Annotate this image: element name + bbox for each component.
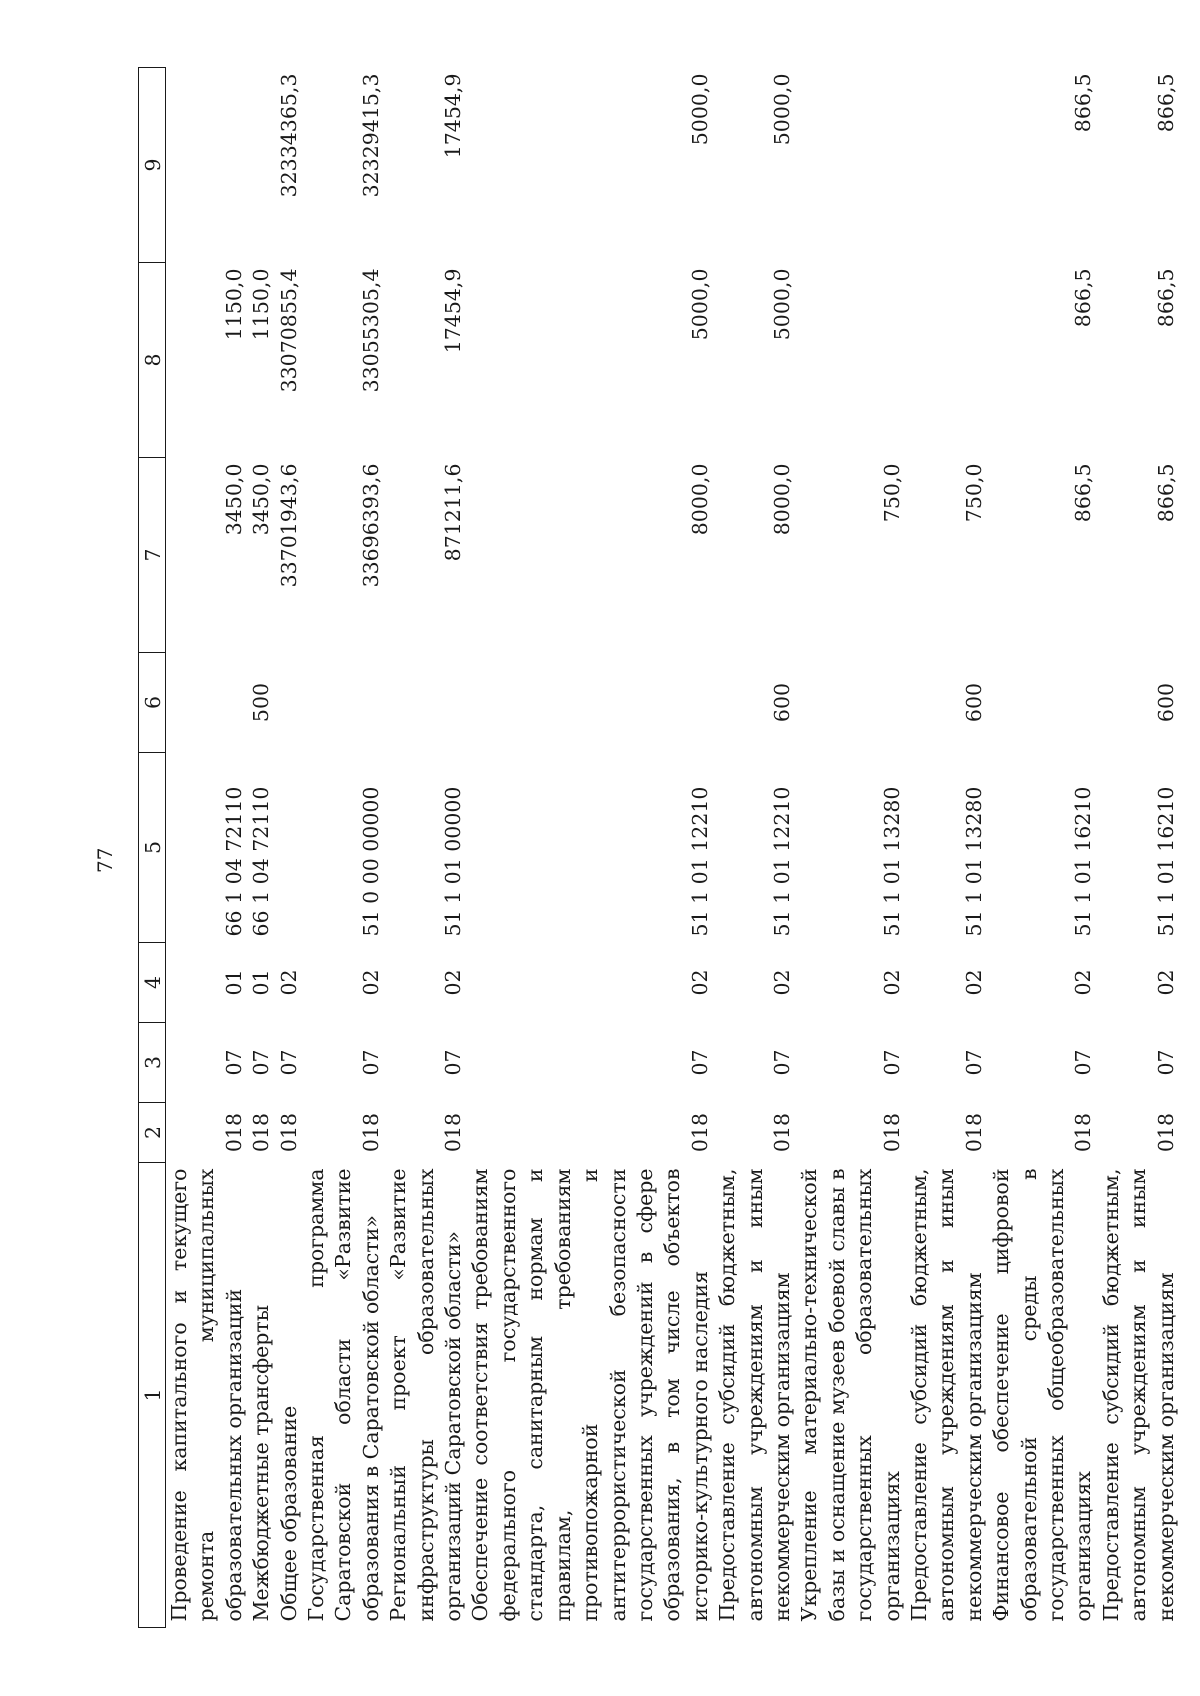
row-section-code: 07	[961, 1049, 986, 1076]
row-ministry-code: 018	[441, 1112, 466, 1153]
table-row	[714, 68, 796, 1628]
row-expense-type: 500	[249, 682, 274, 723]
row-amount-col7: 750,0	[879, 463, 904, 523]
header-col-2: 2	[139, 1103, 166, 1163]
row-subsection-code: 02	[879, 969, 904, 996]
row-amount-col7: 33701943,6	[276, 463, 301, 588]
header-col-1: 1	[139, 1163, 166, 1628]
row-target-code: 51 1 01 13280	[961, 786, 986, 937]
row-description: Предоставление субсидий бюджетным, автономным учреждениям и иным некоммерческим организациям	[906, 1168, 986, 1622]
row-section-code: 07	[1153, 1049, 1178, 1076]
row-ministry-code: 018	[769, 1112, 794, 1153]
table-body	[166, 68, 1181, 1628]
row-subsection-code: 01	[249, 969, 274, 996]
row-expense-type	[988, 653, 1098, 753]
row-section-code: 07	[249, 1049, 274, 1076]
row-target-code	[276, 753, 303, 943]
row-amount-col9: 32329415,3	[358, 73, 383, 198]
row-ministry-code: 018	[358, 1112, 383, 1153]
table-row	[385, 68, 467, 1628]
row-section-code: 07	[769, 1049, 794, 1076]
row-expense-type: 600	[1153, 682, 1178, 723]
row-expense-type	[385, 653, 467, 753]
row-amount-col8: 5000,0	[769, 268, 794, 341]
table-row	[988, 68, 1098, 1628]
header-col-7: 7	[139, 458, 166, 653]
row-subsection-code: 02	[441, 969, 466, 996]
row-amount-col7: 866,5	[1153, 463, 1178, 523]
row-amount-col7: 3450,0	[249, 463, 274, 536]
row-amount-col7: 3450,0	[221, 463, 246, 536]
table-row	[303, 68, 385, 1628]
table-row	[796, 68, 906, 1628]
row-description: Государственная программа Саратовской области «Развитие образования в Саратовской области»	[304, 1168, 383, 1622]
header-col-4: 4	[139, 943, 166, 1023]
row-subsection-code: 02	[1071, 969, 1096, 996]
row-expense-type	[166, 653, 249, 753]
row-expense-type: 600	[769, 682, 794, 723]
row-amount-col9: 866,5	[1153, 73, 1178, 133]
row-section-code: 07	[276, 1049, 301, 1076]
page-number: 77	[93, 847, 117, 873]
row-section-code: 07	[879, 1049, 904, 1076]
row-amount-col9: 5000,0	[687, 73, 712, 146]
row-expense-type	[467, 653, 714, 753]
row-amount-col8: 33070855,4	[276, 268, 301, 393]
row-amount-col9	[248, 68, 275, 263]
row-subsection-code: 02	[1153, 969, 1178, 996]
row-target-code: 51 1 01 16210	[1071, 786, 1096, 937]
row-target-code: 51 1 01 00000	[441, 786, 466, 937]
row-subsection-code: 02	[358, 969, 383, 996]
row-ministry-code: 018	[687, 1112, 712, 1153]
row-description: Общее образование	[276, 1405, 301, 1622]
row-target-code: 51 1 01 12210	[687, 786, 712, 937]
row-description: Укрепление материально-технической базы и оснащение музеев боевой славы в государственных образовательных организациях	[797, 1168, 904, 1622]
row-target-code: 51 1 01 16210	[1153, 786, 1178, 937]
row-target-code: 51 1 01 12210	[769, 786, 794, 937]
row-amount-col7: 750,0	[961, 463, 986, 523]
budget-table-rotated-frame	[138, 68, 1178, 1628]
header-col-6: 6	[139, 653, 166, 753]
row-target-code: 66 1 04 72110	[221, 786, 246, 937]
table-row	[166, 68, 249, 1628]
row-description: Межбюджетные трансферты	[249, 1304, 274, 1622]
row-ministry-code: 018	[221, 1112, 246, 1153]
header-col-8: 8	[139, 263, 166, 458]
row-ministry-code: 018	[249, 1112, 274, 1153]
row-subsection-code: 02	[769, 969, 794, 996]
row-target-code: 51 0 00 00000	[358, 786, 383, 937]
row-amount-col8: 866,5	[1071, 268, 1096, 328]
row-amount-col9: 5000,0	[769, 73, 794, 146]
row-amount-col8: 5000,0	[687, 268, 712, 341]
row-section-code: 07	[687, 1049, 712, 1076]
table-header	[139, 68, 166, 1628]
row-description: Предоставление субсидий бюджетным, автономным учреждениям и иным некоммерческим организациям	[715, 1168, 794, 1622]
row-ministry-code: 018	[1071, 1112, 1096, 1153]
row-section-code: 07	[441, 1049, 466, 1076]
row-description: Финансовое обеспечение цифровой образовательной среды в государственных общеобразовательных организациях	[989, 1168, 1096, 1622]
row-amount-col9	[166, 68, 249, 263]
row-amount-col7: 33696393,6	[358, 463, 383, 588]
row-expense-type	[796, 653, 906, 753]
row-description: Региональный проект «Развитие инфраструктуры образовательных организаций Саратовской области»	[386, 1168, 466, 1622]
row-amount-col9: 32334365,3	[276, 73, 301, 198]
row-ministry-code: 018	[276, 1112, 301, 1153]
header-col-9: 9	[139, 68, 166, 263]
row-description: Предоставление субсидий бюджетным, автономным учреждениям и иным некоммерческим организациям	[1098, 1168, 1178, 1622]
row-amount-col9	[796, 68, 906, 263]
row-amount-col9	[906, 68, 988, 263]
table-row	[276, 68, 303, 1628]
row-section-code: 07	[358, 1049, 383, 1076]
row-target-code: 51 1 01 13280	[879, 786, 904, 937]
row-expense-type	[276, 653, 303, 753]
row-amount-col9: 866,5	[1071, 73, 1096, 133]
row-amount-col8: 1150,0	[221, 268, 246, 341]
row-expense-type	[303, 653, 385, 753]
header-col-5: 5	[139, 753, 166, 943]
row-description: Обеспечение соответствия требованиям федерального государственного стандарта, санитарным нормам и правилам, требованиям противопожарной и антитеррористической безопасности государственных учреждений в сфере образования, в том числе объектов историко-культурного наследия	[468, 1168, 712, 1622]
table-row	[906, 68, 988, 1628]
row-amount-col8	[906, 263, 988, 458]
row-amount-col8: 1150,0	[249, 268, 274, 341]
row-section-code: 07	[221, 1049, 246, 1076]
header-col-3: 3	[139, 1023, 166, 1103]
row-section-code: 07	[1071, 1049, 1096, 1076]
row-amount-col7: 8000,0	[687, 463, 712, 536]
row-amount-col8	[796, 263, 906, 458]
row-amount-col8: 33055305,4	[358, 268, 383, 393]
row-amount-col9: 17454,9	[441, 73, 466, 159]
row-subsection-code: 02	[276, 969, 301, 996]
budget-table	[138, 67, 1180, 1628]
row-subsection-code: 01	[221, 969, 246, 996]
table-row	[248, 68, 275, 1628]
row-ministry-code: 018	[1153, 1112, 1178, 1153]
row-subsection-code: 02	[961, 969, 986, 996]
row-ministry-code: 018	[879, 1112, 904, 1153]
row-amount-col8: 17454,9	[441, 268, 466, 354]
row-amount-col7: 866,5	[1071, 463, 1096, 523]
row-amount-col8: 866,5	[1153, 268, 1178, 328]
row-ministry-code: 018	[961, 1112, 986, 1153]
row-amount-col7: 871211,6	[441, 463, 466, 562]
table-row	[467, 68, 714, 1628]
row-amount-col7: 8000,0	[769, 463, 794, 536]
row-expense-type: 600	[961, 682, 986, 723]
table-row	[1098, 68, 1180, 1628]
row-target-code: 66 1 04 72110	[249, 786, 274, 937]
row-subsection-code: 02	[687, 969, 712, 996]
row-description: Проведение капитального и текущего ремонта муниципальных образовательных организаций	[167, 1168, 246, 1622]
